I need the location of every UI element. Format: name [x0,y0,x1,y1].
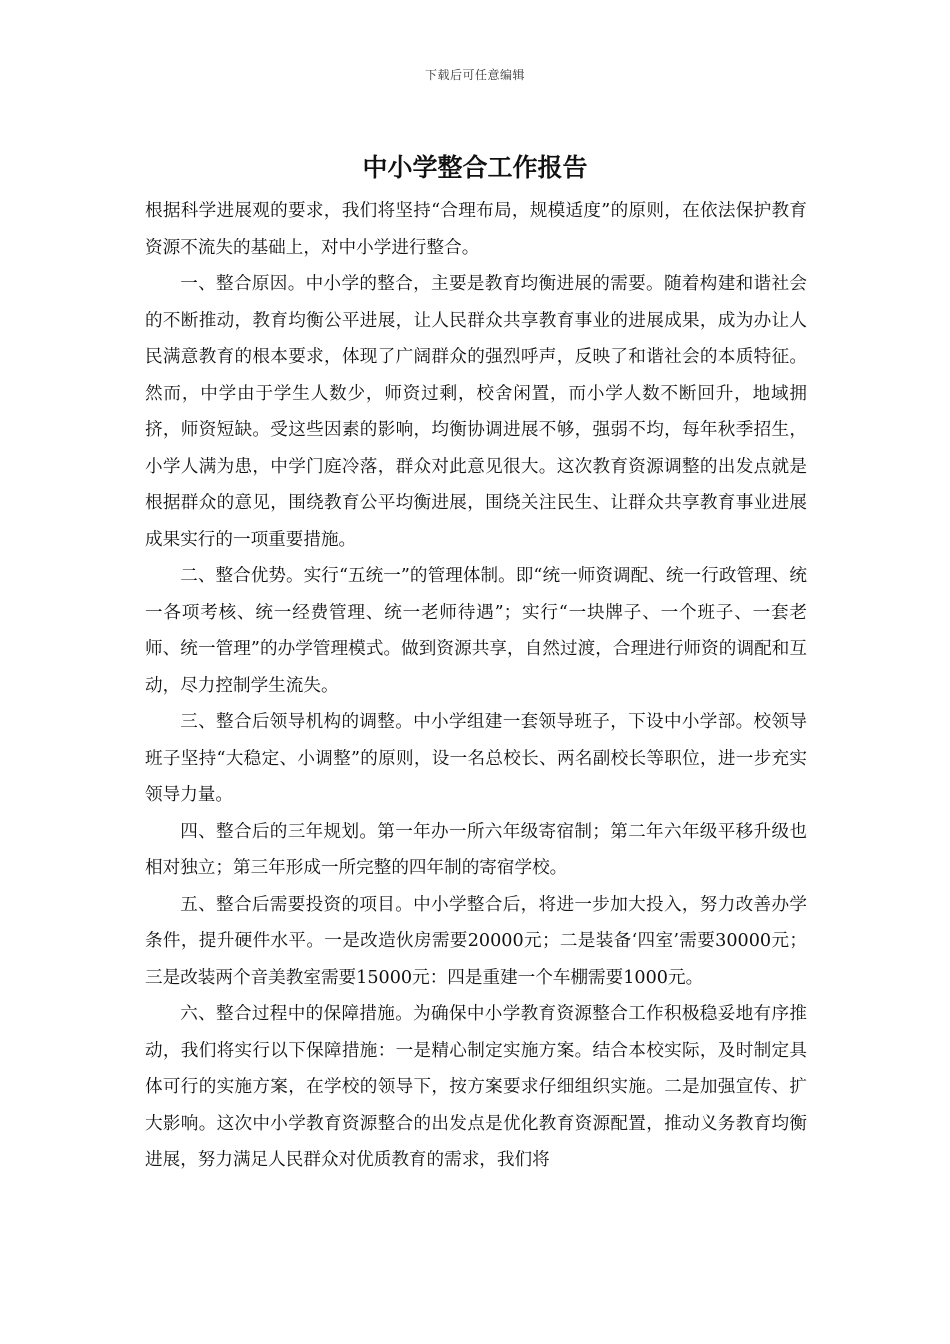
page-header-note: 下载后可任意编辑 [424,68,525,82]
paragraph-section-3: 三、整合后领导机构的调整。中小学组建一套领导班子，下设中小学部。校领导班子坚持“大稳定、小调整”的原则，设一名总校长、两名副校长等职位，进一步充实领导力量。 [145,712,807,805]
paragraph-section-5: 五、整合后需要投资的项目。中小学整合后，将进一步加大投入，努力改善办学条件，提升硬件水平。一是改造伙房需要20000元；二是装备‘四室’需要30000元；三是改装两个音美教室需要15000元：四是重建一个车棚需要1000元。 [145,894,807,988]
paragraph-section-6: 六、整合过程中的保障措施。为确保中小学教育资源整合工作积极稳妥地有序推动，我们将实行以下保障措施：一是精心制定实施方案。结合本校实际，及时制定具体可行的实施方案，在学校的领导下，按方案要求仔细组织实施。二是加强宣传、扩大影响。这次中小学教育资源整合的出发点是优化教育资源配置，推动义务教育均衡进展，努力满足人民群众对优质教育的需求，我们将 [145,1004,807,1170]
paragraph-intro: 根据科学进展观的要求，我们将坚持“合理布局，规模适度”的原则，在依法保护教育资源不流失的基础上，对中小学进行整合。 [145,201,807,258]
paragraph-section-4: 四、整合后的三年规划。第一年办一所六年级寄宿制；第二年六年级平移升级也相对独立；第三年形成一所完整的四年制的寄宿学校。 [145,821,807,878]
document-body [145,193,807,1179]
paragraph-section-1: 一、整合原因。中小学的整合，主要是教育均衡进展的需要。随着构建和谐社会的不断推动，教育均衡公平进展，让人民群众共享教育事业的进展成果，成为办让人民满意教育的根本要求，体现了广阔群众的强烈呼声，反映了和谐社会的本质特征。然而，中学由于学生人数少，师资过剩，校舍闲置，而小学人数不断回升，地域拥挤，师资短缺。受这些因素的影响，均衡协调进展不够，强弱不均，每年秋季招生，小学人满为患，中学门庭冷落，群众对此意见很大。这次教育资源调整的出发点就是根据群众的意见，围绕教育公平均衡进展，围绕关注民生、让群众共享教育事业进展成果实行的一项重要措施。 [145,274,807,550]
paragraph-section-2: 二、整合优势。实行“五统一”的管理体制。即“统一师资调配、统一行政管理、统一各项考核、统一经费管理、统一老师待遇”；实行“一块牌子、一个班子、一套老师、统一管理”的办学管理模式。做到资源共享，自然过渡，合理进行师资的调配和互动，尽力控制学生流失。 [145,566,807,696]
document-title: 中小学整合工作报告 [362,153,588,182]
